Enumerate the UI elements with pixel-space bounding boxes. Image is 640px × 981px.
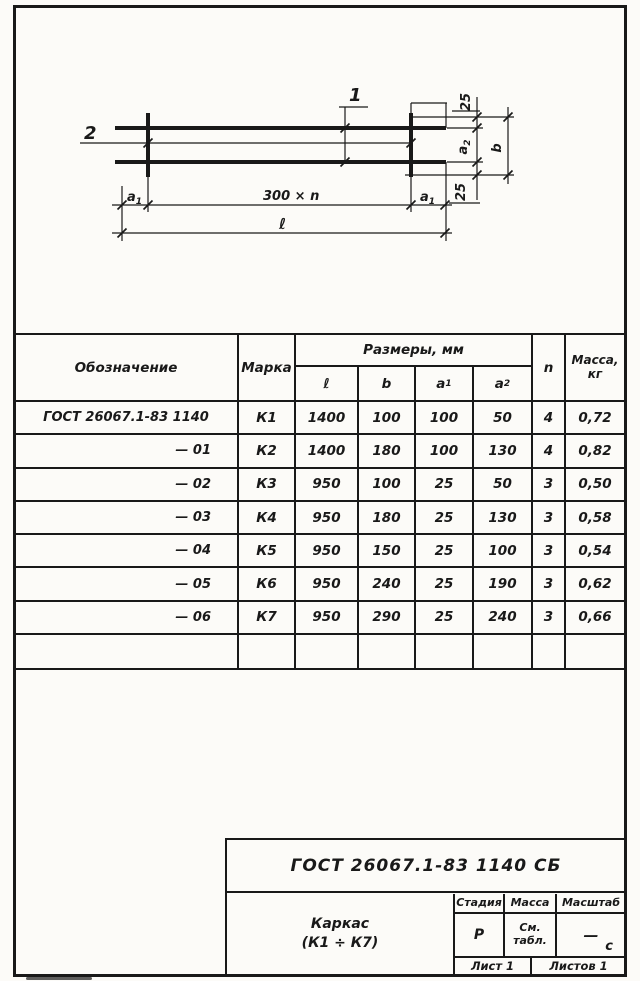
cell-mass: 0,66 (566, 602, 624, 635)
cell-mass: 0,50 (566, 469, 624, 502)
header-a1-sub: 1 (445, 378, 452, 389)
cell-a1: 25 (416, 469, 474, 502)
cell-mark: К1 (239, 402, 296, 435)
cell-a2: 50 (474, 469, 533, 502)
sheet-row (455, 958, 625, 976)
header-n: n (533, 335, 566, 402)
cell-a2 (474, 635, 533, 668)
cell-l: 950 (296, 535, 359, 568)
cell-mass: 0,82 (566, 435, 624, 468)
cell-n: 4 (533, 435, 566, 468)
mass-value-line1: См. (519, 920, 541, 934)
cell-b: 290 (359, 602, 416, 635)
cell-designation (15, 635, 239, 668)
header-a1 (416, 367, 474, 402)
title-block-right (455, 894, 625, 976)
cell-a1 (416, 635, 474, 668)
dim-length: ℓ (279, 215, 287, 233)
cell-n (533, 635, 566, 668)
header-sizes-group: Размеры, мм (296, 335, 533, 367)
title-block-values (455, 914, 625, 958)
mass-value-line2: табл. (513, 933, 547, 947)
cell-b: 100 (359, 469, 416, 502)
header-a2-sub: 2 (503, 378, 511, 389)
cell-designation: — 06 (15, 602, 239, 635)
header-designation: Обозначение (15, 335, 239, 402)
cell-l: 950 (296, 568, 359, 601)
cell-mark: К3 (239, 469, 296, 502)
cell-designation: — 01 (15, 435, 239, 468)
header-a1-base: a (436, 375, 446, 392)
cell-b: 240 (359, 568, 416, 601)
title-block-headers (455, 894, 625, 914)
dim-25-top: 25 (459, 92, 474, 112)
callout-1: 1 (349, 85, 362, 106)
cell-n: 4 (533, 402, 566, 435)
cell-mark: К4 (239, 502, 296, 535)
cell-a1: 25 (416, 568, 474, 601)
dim-a1-right: $a_1$ (420, 190, 436, 207)
cell-n: 3 (533, 568, 566, 601)
mass-label: Масса (505, 894, 557, 912)
cell-b: 180 (359, 502, 416, 535)
cell-n: 3 (533, 602, 566, 635)
scale-label: Масштаб (561, 896, 621, 909)
item-name-line2: (К1 ÷ К7) (301, 935, 379, 952)
scale-note: с (605, 938, 613, 954)
item-name (227, 894, 455, 976)
cell-mark (239, 635, 296, 668)
scale-value (557, 914, 625, 956)
title-block (225, 838, 627, 977)
header-b: b (359, 367, 416, 402)
cell-l (296, 635, 359, 668)
dim-a2: $a_2$ (456, 139, 473, 155)
stage-label: Стадия (455, 894, 505, 912)
cell-mark: К7 (239, 602, 296, 635)
callout-2: 2 (84, 123, 97, 144)
sheets-total: Листов 1 (549, 959, 608, 974)
scale-dash: — (583, 925, 599, 944)
cell-designation: — 04 (15, 535, 239, 568)
cell-mass: 0,54 (566, 535, 624, 568)
cell-l: 1400 (296, 435, 359, 468)
cell-mass: 0,62 (566, 568, 624, 601)
header-a2 (474, 367, 533, 402)
cross-bars (148, 113, 411, 177)
cell-a2: 240 (474, 602, 533, 635)
dim-spacing: 300 × n (263, 189, 320, 204)
cell-a2: 100 (474, 535, 533, 568)
header-mass (566, 335, 624, 402)
cell-b: 100 (359, 402, 416, 435)
cell-l: 950 (296, 602, 359, 635)
cell-designation: — 03 (15, 502, 239, 535)
cell-l: 950 (296, 502, 359, 535)
scan-artifact (26, 977, 92, 980)
cell-n: 3 (533, 535, 566, 568)
cell-designation: — 05 (15, 568, 239, 601)
header-mass-line1: Масса, (571, 353, 619, 368)
cell-b: 150 (359, 535, 416, 568)
sheet-number: Лист 1 (455, 958, 532, 976)
cell-mass: 0,58 (566, 502, 624, 535)
cell-a2: 50 (474, 402, 533, 435)
cell-mass (566, 635, 624, 668)
cell-a1: 100 (416, 435, 474, 468)
cell-mass: 0,72 (566, 402, 624, 435)
cage-drawing (0, 0, 640, 280)
dim-25-bottom: 25 (454, 182, 469, 202)
cell-b: 180 (359, 435, 416, 468)
header-a2-base: a (494, 375, 504, 392)
cell-a1: 25 (416, 602, 474, 635)
cell-b (359, 635, 416, 668)
header-l: ℓ (296, 367, 359, 402)
cell-mark: К2 (239, 435, 296, 468)
dim-b: b (490, 143, 505, 153)
item-name-line1: Каркас (310, 916, 370, 933)
cell-n: 3 (533, 502, 566, 535)
header-mass-line2: кг (587, 366, 603, 381)
cell-n: 3 (533, 469, 566, 502)
dimension-lines (80, 97, 514, 241)
cell-l: 1400 (296, 402, 359, 435)
dim-a1-left: $a_1$ (127, 190, 143, 207)
mass-value (505, 914, 557, 956)
dimensions-table (13, 333, 627, 670)
cell-a1: 100 (416, 402, 474, 435)
cell-l: 950 (296, 469, 359, 502)
stage-value: Р (455, 914, 505, 956)
cell-a2: 130 (474, 435, 533, 468)
cell-a1: 25 (416, 535, 474, 568)
cell-a2: 190 (474, 568, 533, 601)
header-mark: Марка (239, 335, 296, 402)
longitudinal-bars (115, 128, 446, 162)
cell-mark: К6 (239, 568, 296, 601)
cell-designation: ГОСТ 26067.1-83 1140 (15, 402, 239, 435)
cell-a1: 25 (416, 502, 474, 535)
document-number: ГОСТ 26067.1-83 1140 СБ (227, 840, 625, 893)
cell-designation: — 02 (15, 469, 239, 502)
cell-mark: К5 (239, 535, 296, 568)
cell-a2: 130 (474, 502, 533, 535)
